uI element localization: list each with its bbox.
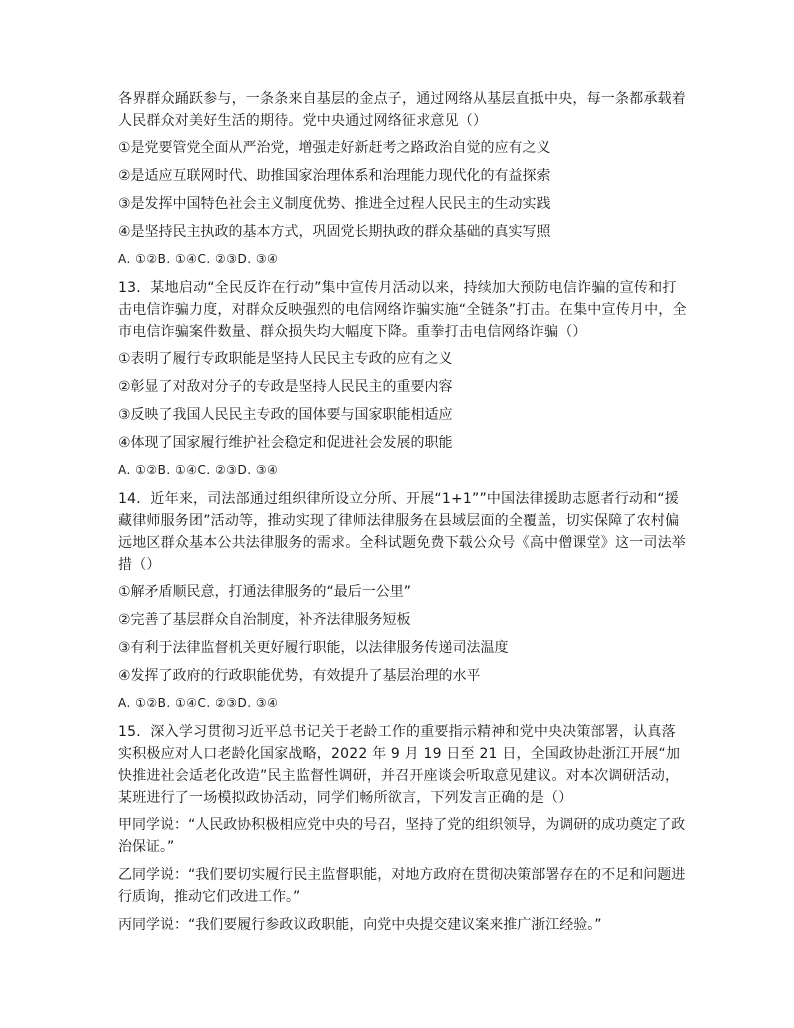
question-12-answers: A. ①②B. ①④C. ②③D. ③④ [118, 252, 279, 266]
question-14-option-1: ①解矛盾顺民意，打通法律服务的“最后一公里” [118, 584, 412, 600]
question-12-option-3: ③是发挥中国特色社会主义制度优势、推进全过程人民民主的生动实践 [118, 196, 551, 212]
exam-page [118, 88, 688, 942]
question-13-option-3: ③反映了我国人民民主专政的国体要与国家职能相适应 [118, 407, 453, 423]
question-13-option-4: ④体现了国家履行维护社会稳定和促进社会发展的职能 [118, 435, 453, 451]
question-14-option-2: ②完善了基层群众自治制度，补齐法律服务短板 [118, 612, 411, 628]
question-12-option-1: ①是党要管党全面从严治党，增强走好新赶考之路政治自觉的应有之义 [118, 140, 551, 156]
question-12-option-2: ②是适应互联网时代、助推国家治理体系和治理能力现代化的有益探索 [118, 168, 551, 184]
question-14-stem: 14．近年来，司法部通过组织律所设立分所、开展“1+1””中国法律援助志愿者行动和“援藏律师服务团”活动等，推动实现了律师法律服务在县域层面的全覆盖，切实保障了农村偏远地区群众基本公共法律服务的需求。全科试题免费下载公众号《高中僧课堂》这一司法举措（） [118, 491, 686, 573]
question-12-stem: 各界群众踊跃参与，一条条来自基层的金点子，通过网络从基层直抵中央，每一条都承载着人民群众对美好生活的期待。党中央通过网络征求意见（） [118, 91, 686, 129]
question-12-option-4: ④是坚持民主执政的基本方式，巩固党长期执政的群众基础的真实写照 [118, 224, 551, 240]
question-15-stem: 15．深入学习贯彻习近平总书记关于老龄工作的重要指示精神和党中央决策部署，认真落实积极应对人口老龄化国家战略，2022 年 9 月 19 日至 21 日，全国政协赴浙江开展“加快推进社会适老化改造”民主监督性调研，并召开座谈会听取意见建议。对本次调研活动，某班进行了一场模拟政协活动，同学们畅所欲言，下列发言正确的是（） [118, 724, 681, 806]
question-14-answers: A. ①②B. ①④C. ②③D. ③④ [118, 696, 279, 710]
question-13-option-1: ①表明了履行专政职能是坚持人民民主专政的应有之义 [118, 351, 453, 367]
question-13-option-2: ②彰显了对敌对分子的专政是坚持人民民主的重要内容 [118, 379, 453, 395]
question-13-answers: A. ①②B. ①④C. ②③D. ③④ [118, 463, 279, 477]
question-15-speech-bing: 丙同学说：“我们要履行参政议政职能，向党中央提交建议案来推广浙江经验。” [118, 917, 602, 933]
question-14-option-4: ④发挥了政府的行政职能优势，有效提升了基层治理的水平 [118, 668, 481, 684]
question-15-speech-yi: 乙同学说：“我们要切实履行民主监督职能，对地方政府在贯彻决策部署存在的不足和问题进行质询，推动它们改进工作。” [118, 867, 686, 905]
question-14-option-3: ③有利于法律监督机关更好履行职能，以法律服务传递司法温度 [118, 640, 509, 656]
question-13-stem: 13．某地启动“全民反诈在行动”集中宣传月活动以来，持续加大预防电信诈骗的宣传和打击电信诈骗力度，对群众反映强烈的电信网络诈骗实施“全链条”打击。在集中宣传月中，全市电信诈骗案件数量、群众损失均大幅度下降。重拳打击电信网络诈骗（） [118, 280, 687, 340]
question-15-speech-jia: 甲同学说：“人民政协积极相应党中央的号召，坚持了党的组织领导，为调研的成功奠定了政治保证。” [118, 817, 686, 855]
